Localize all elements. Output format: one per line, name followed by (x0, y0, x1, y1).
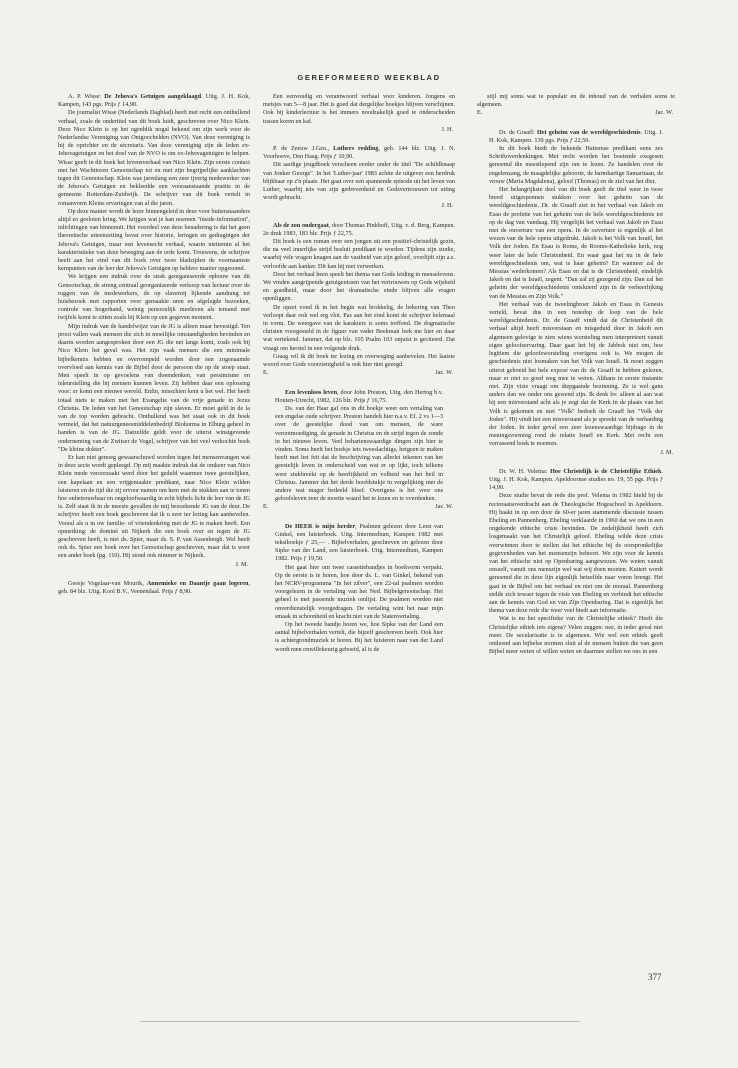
paragraph: In dit boek biedt de bekende Hattemse predikant eens zes Schriftoverdenkingen. Met recht worden het boeiende exegesen genoemd die meestlepend zijn om te lezen. Ze handelen over de engelenzang, de maagdelijke geboorte, de barmhartige Samaritaan, de vrouw (Maria Magdalena), geloof (Thomas) en de ziel van het dier. (489, 145, 663, 185)
reviewer-signature (263, 503, 455, 511)
review (263, 222, 455, 378)
column-2 (263, 93, 455, 654)
head-rest: , geb. 84 blz. Uitg. Kool B.V., Veenendaal. Prijs ƒ 8,90. (58, 579, 250, 595)
review-heading (477, 468, 675, 493)
review (58, 580, 250, 596)
paragraph: Door het verhaal heen speelt het thema van Gods leiding in menselevens. We vinden aangrijpende getuigenissen van het vertrouwen op Gods wijsheid en goedheid, maar door het dramatische einde blijven alle vragen openliggen. (263, 270, 455, 303)
review (263, 523, 455, 654)
head-plain: A. P. Wisse: (68, 93, 105, 100)
head-plain: Dr. de Graaff: (499, 128, 537, 136)
reviewer-signature (477, 109, 675, 117)
review (477, 93, 675, 118)
review-heading (263, 145, 455, 161)
paragraph: Graag wil ik dit boek ter lezing en overweging aanbevelen. Het laatste woord over Gods voorzienigheid is ook hier niet gezegd. (263, 352, 455, 369)
paragraph: Er kan niet genoeg gewaarschuwd worden tegen het mensenvangen wat in deze secte wordt gepleegd. Op mij maakte indruk dat de omkeer van Nico Klein mede veroorzaakt werd door het geduld waarmee twee geestelijken, een kapelaan en een vrijgemaakte predikant, naar Nico Klein wilden luisteren en de tijd die zij ervoor namen om hem met de stukken aan te tonen hoe onbetrouwbaar en ongeloofwaardig in echt bijbels licht de leer van de JG is. Zelf staat ik in de meeste gevallen de mij bezoekende JG van de deur. De schrijver heeft een boek geschreven dat ik u zeer ter lezing kan aanbevelen. Vooral als u in uw familie- of vriendenkring met de JG te maken heeft. Een opmerking: de dominé uit Nijkerk die een boek over en tegen de JG geschreven heeft, is niet ds. Spier, maar ds. S. P. van Assenbergh. Wel heeft ook ds. Spier een boek over het Genootschap geschreven, maar dat is weer een ander boek (pg. 110). Hij stond ook nimmer te Nijkerk. (58, 453, 250, 560)
head-rest: , Psalmen gelezen door Leen van Ginkel, een luisterboek. Uitg. Intermedium, Kampen 1982 met tekstboekje ƒ 25,— . Bijbelverhalen, geschreven en gelezen door Sipke van der Land, een luisterboek. Uitg. Intermedium, Kampen 1982. Prijs ƒ 19,50. (275, 522, 443, 563)
head-plain: Geesje Vogelaar-van Mourik, (68, 579, 147, 587)
reviewer-signature (477, 449, 675, 457)
review-heading (58, 580, 250, 596)
head-rest: . Uitg. J. H. Kok, Kampen. Apeldoornse studies no. 19, 55 pgs. Prijs ƒ 14,90. (489, 467, 663, 492)
signature-initials: Jac. W. (655, 109, 673, 117)
head-bold: Annemieke en Daantje gaan logeren (146, 579, 249, 587)
paragraph: Dit aardige jeugdboek verscheen eerder onder de titel "De schildknaap van Jonker George". In het 'Luther-jaar' 1983 achtte de uitgever een herdruk blijkbaar op z'n plaats. Het gaat over een spannende episode uit het leven van Luther, waarbij iets van zijn gedrevenheid en Godsvertrouwen tot uiting wordt gebracht. (263, 161, 455, 202)
head-bold: Hoe Christelijk is de Christelijke Ethiek (550, 467, 662, 475)
paragraph: Op deze manier wordt de lezer binnengeleid in deze voor buitenstaanders altijd zo gesloten kring. We krijgen wat je kan noemen "inside-information", inlichtingen van binnenuit. Het voordeel van deze benadering is dat het geen theoretische uiteenzetting bevat over historie, leringen en gedragingen der Jehova's Getuigen, maar een levensecht verhaal, waarin niettemin al het karakteristieke van deze beweging aan de orde komt. Trouwens, de schrijver heeft aan het eind van dit boek over twee bladzijden de voornaamste kernpunten van de leer der Jehova's Getuigen op heldere manier opgesomd. (58, 207, 250, 273)
signature-left: E. (477, 109, 483, 117)
review-heading (263, 222, 455, 238)
column-1 (58, 93, 250, 596)
bottom-rule (140, 1021, 580, 1022)
column-3 (477, 93, 675, 656)
review (263, 389, 455, 512)
head-bold: De HEER is mijn herder (285, 522, 356, 530)
head-plain: Dr. W. H. Velema: (499, 467, 551, 475)
head-rest: , door Thomas Pinkhoff, Uitg. v. d. Berg, Kampen. 2e druk 1983, 183 blz. Prijs ƒ 22,75. (263, 221, 455, 237)
paragraph: Dit boek is een roman over een jongen uit een positief-christelijk gezin, die na veel innerlijke strijd besluit predikant te worden. Tijdens zijn studie, waarbij vele vragen knagen aan de vastheid van zijn geloof, overlijdt zijn a.s. verloofde aan kanker. Dit kan hij niet verwerken. (263, 238, 455, 270)
signature-initials: J. H. (441, 125, 453, 133)
reviewer-signature (263, 126, 455, 134)
head-bold: De Jehova's Getuigen aangeklaagd (104, 93, 202, 100)
masthead: GEREFORMEERD WEEKBLAD (297, 73, 441, 82)
paragraph: De journalist Wisse (Nederlands Dagblad) heeft met recht een onthullend verhaal, zoals de ondertitel van dit boek luidt, geschreven over Nico Klein. Deze Nico Klein is op het ogenblik nogal bekend om zijn werk voor de Nederlandse Vereniging van Ontgoochelden (NVO). Van deze vereniging is hij de oprichter en de secretaris. Van deze vereniging zijn de leden ex-Jehovagetuigen en het doel van de NVO is om ex-Jehovagetuigen te helpen. Wisse geeft in dit boek het levensverhaal van Nico Klein. Zijn eerste contact met het Wachttoren Genootschap tot en met zijn begrijpelijke aanklachten tegen dit Genootschap. Klein was jarenlang een zeer ijverig medewerker van de Jehova's Getuigen en bekleedde een vooraanstaande positie in de gemeente Rotterdam-Zuidwijk. De schrijver van dit boek vertelt in romanvorm Kleins ervaringen van al die jaren. (58, 109, 250, 207)
paragraph: Deze studie bevat de rede die prof. Velema in 1982 hield bij de rectoraatsoverdracht aan de Theologische Hogeschool in Apeldoorn. Hij haakt in op een door de 60-er jaren stammende discussie tussen Ebeling en Pannenberg. Ebeling verklaarde in 1960 dat we ons in een ongekende ethische crisis bevinden. De zedelijkheid heeft zich losgemaakt van het Christelijk geloof. Ebeling wilde deze crisis overwinnen door te stellen dat het ethische bij de oorspronkelijke gegevenheden van het mensenzijn behoort. We zijn voor de kennis van het ethische niet op Openbaring aangewezen. We weten vanuit onszelf, vanuit ons menszijn wel wat wij doen moeten. Kuitert wordt genoemd die in deze lijn eigenlijk hetzelfde naar voren brengt. Het gaat in de Bijbel om het verhaal en niet om de moraal. Pannenberg stelde zich tewaer tegen de visie van Ebeling en verbindt het ethische aan de kennis van God en van Zijn Openbaring. Dat is eigenlijk het thema van deze rede die weer veel biedt aan informatie. (489, 492, 663, 615)
paragraph: Een eenvoudig en verantwoord verhaal voor kinderen. Jongens en meisjes van 5—8 jaar. Het is goed dat dergelijke boekjes blijven verschijnen. Ook bij kinderlectuur is het immers noodzakelijk goed te onderscheiden tussen koren en kaf. (263, 93, 455, 125)
signature-initials: Jac. W. (435, 369, 453, 377)
head-rest: , door John Preston, Uitg. den Hertog b.v. Houten-Utrecht, 1982, 126 blz. Prijs ƒ 16,75. (275, 388, 443, 404)
head-bold: Als de zon ondergaat (273, 221, 329, 229)
paragraph: Op het tweede bandje horen we, hoe Sipke van der Land een aantal bijbelverhalen vertelt, die hijzelf geschreven heeft. Ook hier is achtergrondmuziek te horen. Bij het luisteren naar van der Land wordt men onwillekeurig geboeid, al is de (275, 620, 443, 653)
head-bold: Luthers redding (333, 145, 379, 153)
signature-initials: J. M. (660, 448, 673, 456)
signature-initials: Jac. W. (435, 503, 453, 511)
review-heading (263, 389, 455, 405)
reviewer-signature (263, 369, 455, 377)
review (58, 93, 250, 569)
signature-left: E. (263, 503, 269, 511)
review (263, 145, 455, 211)
paragraph: Mijn indruk van de handelwijze van de JG is alleen maar bevestigd. Ten prooi vallen vaak mensen die zich in moeilijke omstandigheden bevinden en daarin worden aangesproken door een JG die net langs komt, zoals ook bij Nico Klein het geval was. Het zijn vaak mensen die een minimale bijbelkennis hebben en overrompeld worden door een zogenaamde overvloed aan kennis van de Bijbel door de persoon die op de stoep staat. Men speelt in op gevoelens van doemdenken, van pessimisme en teleurstelling die bij mensen kunnen leven. Zij hebben daar een oplossing voor: er komt een nieuwe wereld. Enfin, misschien kent u het wel. Het heeft totaal niets te maken met het Evangelie van de vrije genade in Jezus Christus. De leden van het Genootschap zijn slaven. Er moet geld in de la van de top worden gebracht. Onthullend was het staat ook in dit boek vermeld, dat het natuurgeneesmiddelenbedrijf Biohorma in Elburg geheel in handen is van de JG. Datzelfde geldt voor de uiterst winstgevende onderneming van de Zwitser de Vogel, schrijver van het veel verkochte boek "De kleine dokter". (58, 322, 250, 453)
paragraph: Het belangrijkste deel van dit boek geeft de titel weer in twee breed uitgesponnen stukken over het geheim van de wereldgeschiedenis. Dr. de Graaff ziet in het verhaal van Jakob en Esau de profetie van het geheim van de hele wereldgeschiedenis tot op de dag van vandaag. Hij vergelijkt het verhaal van Jakob en Esau met de ouverture van een opera. In de ouverture is eigenlijk al het wezen van de hele opera uitgedrukt. Jakob is het Volk van Israël, het Volk der Joden. En Esau is Rome, de Rooms-Katholieke kerk, nog weer later de hele Christenheid. En waar gaat het nu in de hele wereldgeschiedenis om, wat is haar geheim? En wanneer zal de Messias wederkomen? Als Esau en dat is de Christenheid, eindelijk Jakob en dat is Israël, zegent. "Dan zal zij gezegend zijn. Dan zal het geheim der wereldgeschiedenis ontsluierd zijn in de verheerlijking van de Messias en Zijn Volk." (489, 186, 663, 300)
review (477, 129, 675, 457)
signature-initials: J. M. (235, 560, 248, 568)
head-plain: P. de Zeeuw J.Gzn., (273, 145, 334, 153)
head-rest: . Uitg. J. H. Kok, Kampen, 143 pgs. Prijs ƒ 14,90. (58, 93, 250, 109)
review (477, 468, 675, 657)
signature-left: E. (263, 369, 269, 377)
head-bold: Het geheim van de wereldgeschiedenis (536, 128, 641, 136)
paragraph: Het gaat hier om twee cassettebandjes in boekvorm verpakt. Op de eerste is te horen, hoe door ds. L. van Ginkel, bekend van het NCRV-programma "In het zilver", een 22-tal psalmen worden voorgelezen in de vertaling van het Ned. Bijbelgenootschap. Het geheel is met passende muziek omlijst. De psalmen worden niet onverdienstelijk voorgedragen. De vertaling wint het naar mijn smaak in schoonheid en kracht niet van de Statenvertaling. (275, 563, 443, 620)
reviewer-signature (58, 561, 250, 569)
paragraph: Ds. van der Haar gaf ons in dit boekje weer een vertaling van een engelse oude schrijver. Preston handelt hier n.a.v. Ef. 2 vs 1—3 over de geestelijke dood van om mensen, de ware verootmoediging, de genade in Christus en de strijd tegen de zonde in het nieuwe leven. Veel behartenswaardige dingen zijn hier te vinden. Soms heeft het boekje iets tweeslachtigs, hetgeen te maken heeft met het feit dat de beschrijving van allerlei tekenen van het geestelijk leven in onderscheid van wat er op lijkt, toch telkens weer stukbreekt op de heerlijkheid en volheid van het heil in Christus. Jammer dat het derde hoofdstukje in vergelijking met de andere wat mager bedeeld bleef. Overigens is het voor ons geloofsleven zeer de moeite waard het te lezen en te overdenken. (275, 404, 443, 503)
review-heading (477, 129, 675, 145)
paragraph: De opzet vond ik in het begin wat brokkelig, de bekering van Theo verloopt daar ook wel erg vlot. Pas aan het eind komt de schrijver helemaal in vorm. De weergave van de karakters is soms treffend. De dogmatische christen voorgesteld in de figuur van vader Beekman leek me hier en daar wat vertekend. Jammer, dat op blz. 105 Psalm 103 onjuist is geciteerd. Dat vraagt om herstel in een volgende druk. (263, 303, 455, 352)
review-heading (263, 523, 455, 564)
head-bold: Een levenloos leven (285, 388, 338, 396)
paragraph: stijl mij soms wat te populair en de inhoud van de verhalen soms te algemeen. (477, 93, 675, 109)
paragraph: Wat is nu het specifieke van de Christelijke ethiek? Heeft die Christelijke ethiek iets eigens? Velen zeggen: nee, in ieder geval niet meer. De secularisatie is te algemeen. Wie wel een ethiek geeft ontleend aan bijbelse normen sluit al de mensen buiten die van geen Bijbel meer weten of willen weten en daarmee stellen we ons in een (489, 615, 663, 656)
paragraph: Het verhaal van de tweelingbroer Jakob en Esau in Genesis verteld, bevat dus in een notedop de loop van de hele wereldgeschiedenis. Dr. de Graaff vindt dat de Christenheid dit verhaal altijd heeft misverstaan en misgeduid door in Jakob een algemeen gelovige te zien wiens worsteling men interpreteert vanuit eigen geloofservaring. Daar gaat het bij de Jabbok niet om, hoe legitiem die geloofsworsteling overigens ook is. We mogen de geschiedenis niet losmaken van het Volk van Israël. Ik moet zeggen uiterst geboeid het hele exposé van dr. de Graaff te hebben gelezen, maar er niet zo goed weg mee te weten. Althans in eerste instantie niet. Zijn visie vraagt om diepgaande bezinning. Ze is wel gans anders dan we onder ons gewend zijn. Ik denk bv. alleen al aan wat hij een misverstand acht als je zegt dat de Kerk in de plaats van het Volk is gekomen en met "Volk" bedoelt de Graaff het "Volk der Joden". Hij vindt het een misverstand als je spreekt van de verharding der Joden. In ieder geval een zeer lezenswaardige bijdrage in de meningsvorming rond de relatie Israël en Kerk. Met recht een verrassend boek te noemen. (489, 300, 663, 448)
reviewer-signature (263, 202, 455, 210)
head-rest: . Uitg. J. H. Kok, Kampen. 139 pgs. Prijs ƒ 22,50. (489, 128, 663, 144)
review (263, 93, 455, 134)
head-rest: , geb. 144 blz. Uitg. J. N. Voorhoeve, Den Haag. Prijs ƒ 10,90. (263, 145, 455, 161)
review-heading (58, 93, 250, 109)
signature-initials: J. H. (441, 202, 453, 210)
paragraph: We krijgen een indruk over de strak georganiseerde opbouw van dit Genootschap, de streng centraal georganiseerde verkoop van lectuur over de ruggen van de medewerkers, de op slavernij lijkende aandrang tot huisbezoek met rapporten over gemaakte uren en afgelegde bezoeken, controle van hogerhand, weinig persoonlijk meeleven als iemand met twijfels komt te zitten zoals bij Klein op een gegeven moment. (58, 273, 250, 322)
page-number: 377 (648, 972, 662, 982)
